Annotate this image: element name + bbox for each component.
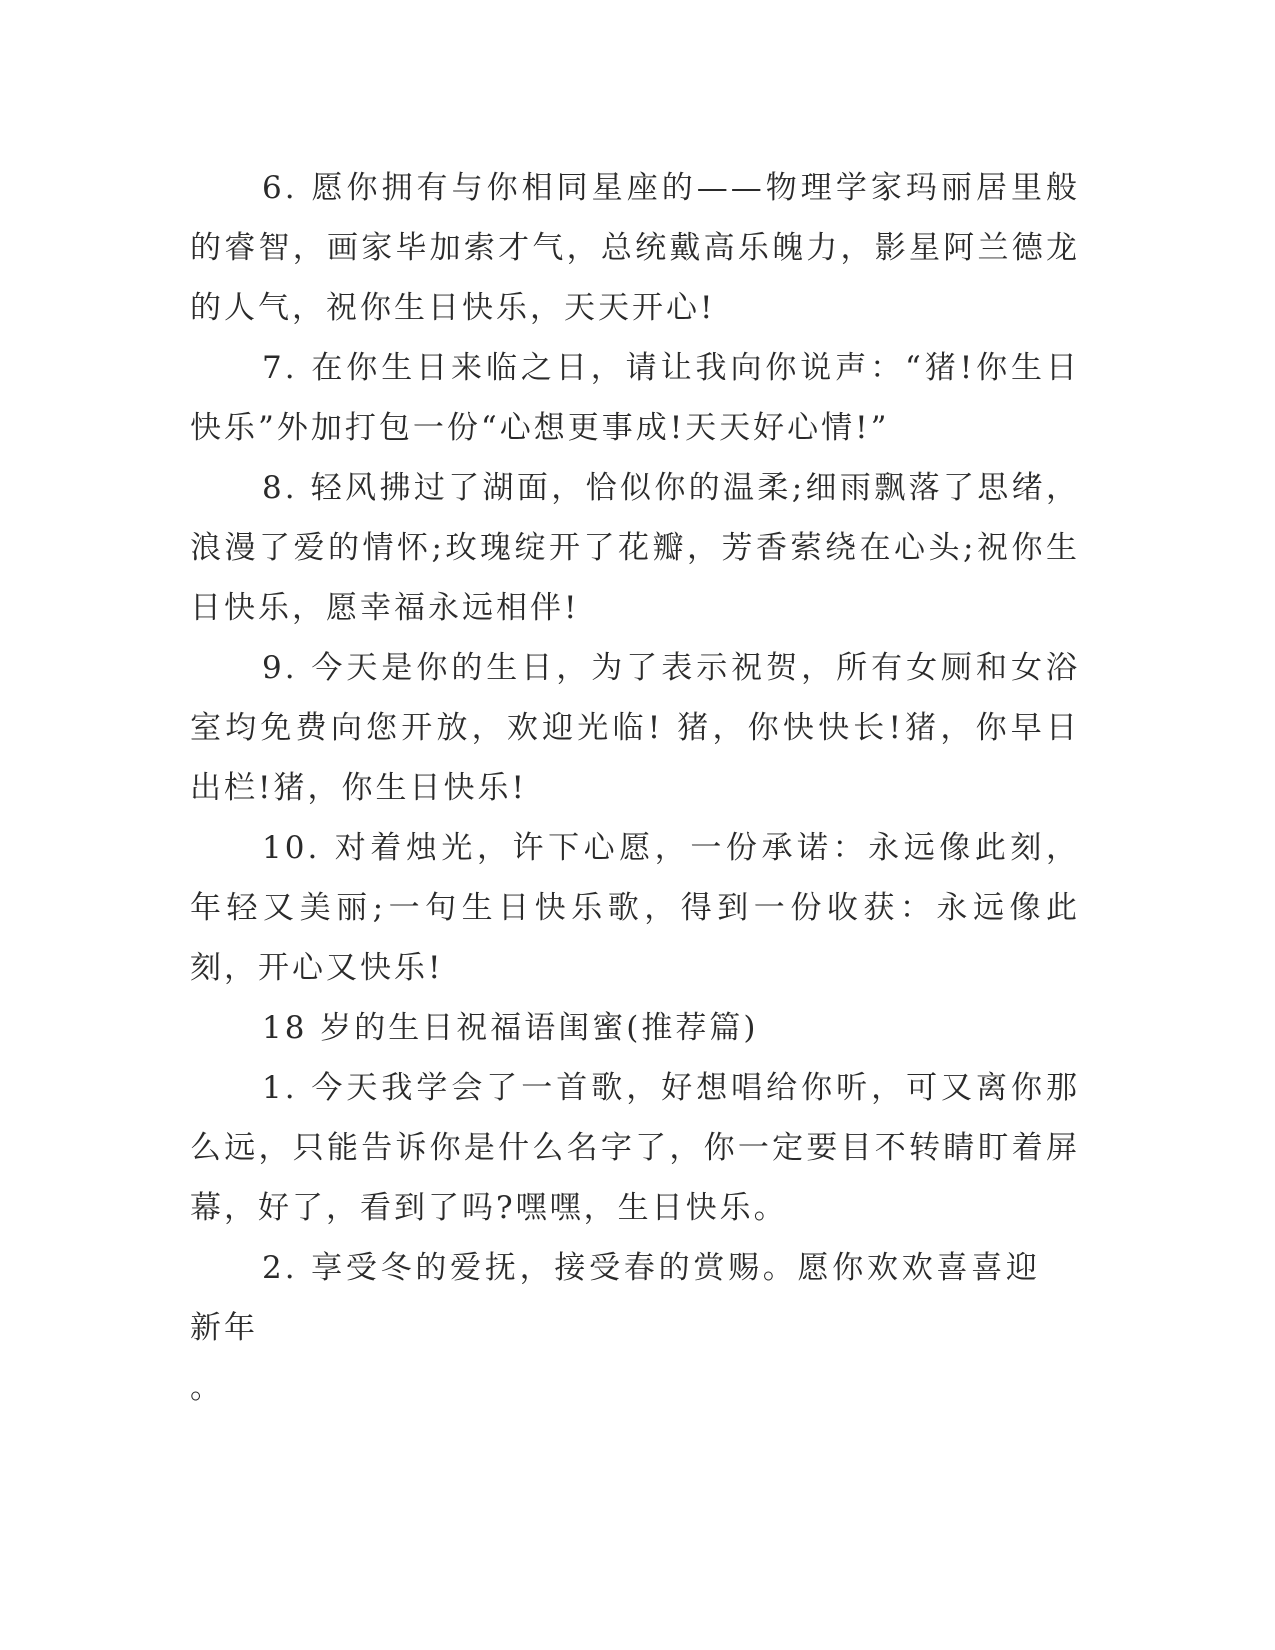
paragraph-9: 9. 今天是你的生日，为了表示祝贺，所有女厕和女浴室均免费向您开放，欢迎光临! 猪，你快快长!猪，你早日出栏!猪，你生日快乐! xyxy=(190,650,1080,806)
section-heading: 18 岁的生日祝福语闺蜜(推荐篇) xyxy=(262,1010,759,1046)
section-paragraph-2: 2. 享受冬的爱抚，接受春的赏赐。愿你欢欢喜喜迎新年 xyxy=(190,1250,1040,1346)
paragraph-10: 10. 对着烛光，许下心愿，一份承诺：永远像此刻，年轻又美丽;一句生日快乐歌，得到一份收获：永远像此刻，开心又快乐! xyxy=(190,830,1080,986)
trailing-period: 。 xyxy=(190,1370,224,1406)
paragraph-6: 6. 愿你拥有与你相同星座的——物理学家玛丽居里般的睿智，画家毕加索才气，总统戴高乐魄力，影星阿兰德龙的人气，祝你生日快乐，天天开心! xyxy=(190,170,1080,326)
paragraph-8: 8. 轻风拂过了湖面，恰似你的温柔;细雨飘落了思绪，浪漫了爱的情怀;玫瑰绽开了花瓣，芳香萦绕在心头;祝你生日快乐，愿幸福永远相伴! xyxy=(190,470,1080,626)
section-paragraph-1: 1. 今天我学会了一首歌，好想唱给你听，可又离你那么远，只能告诉你是什么名字了，你一定要目不转睛盯着屏幕，好了，看到了吗?嘿嘿，生日快乐。 xyxy=(190,1070,1080,1226)
document-body xyxy=(190,158,1080,1418)
paragraph-7: 7. 在你生日来临之日，请让我向你说声：“猪!你生日快乐”外加打包一份“心想更事成!天天好心情!” xyxy=(190,350,1080,446)
